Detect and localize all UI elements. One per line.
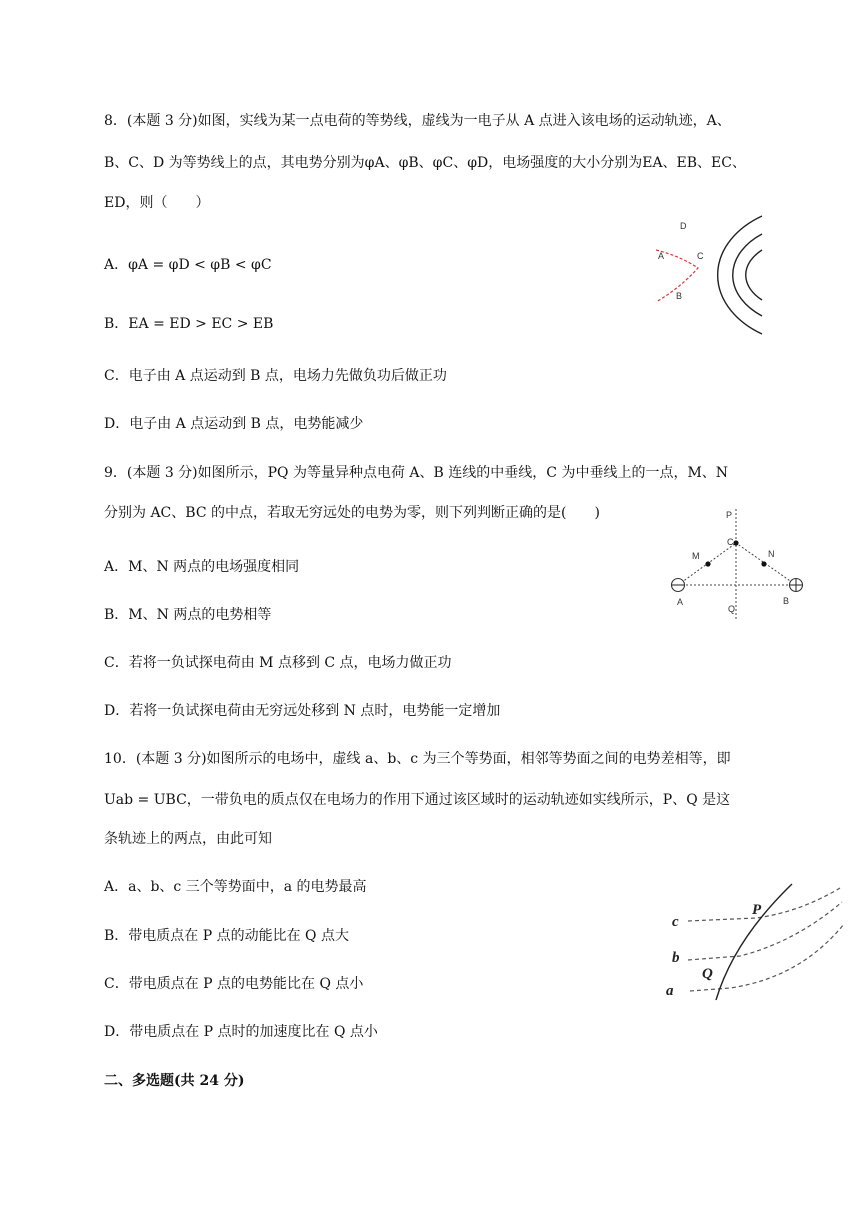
q10-stem-line-3 bbox=[104, 829, 272, 849]
q9-stem-line-1 bbox=[104, 463, 728, 483]
q10-fig-label-c: c bbox=[672, 914, 679, 930]
q8-fig-label-a: A bbox=[658, 251, 665, 261]
q9-option-a-text: A．M、N 两点的电场强度相同 bbox=[104, 559, 300, 575]
q10-option-c-text: C．带电质点在 P 点的电势能比在 Q 点小 bbox=[104, 976, 364, 992]
q8-figure-equipotential bbox=[640, 210, 770, 340]
q10-stem-text-2: Uab = UBC，一带负电的质点仅在电场力的作用下通过该区域时的运动轨迹如实线所示，P、Q 是这 bbox=[104, 792, 731, 808]
q9-fig-label-b: B bbox=[783, 596, 790, 606]
q9-option-b-text: B．M、N 两点的电势相等 bbox=[104, 607, 272, 623]
q8-stem-text: 8．(本题 3 分)如图，实线为某一点电荷的等势线，虚线为一电子从 A 点进入该电场的运动轨迹，A、 bbox=[104, 113, 731, 129]
q10-option-d-text: D．带电质点在 P 点时的加速度比在 Q 点小 bbox=[104, 1024, 378, 1040]
q10-stem-text-3: 条轨迹上的两点，由此可知 bbox=[104, 831, 272, 847]
q10-option-b-text: B．带电质点在 P 点的动能比在 Q 点大 bbox=[104, 928, 349, 944]
section-2-title: 二、多选题(共 24 分) bbox=[104, 1073, 245, 1089]
q9-fig-label-a: A bbox=[677, 597, 684, 607]
q10-stem-line-2 bbox=[104, 790, 730, 810]
q8-stem-text-3: ED，则（ ） bbox=[104, 195, 210, 211]
q10-stem-line-1 bbox=[104, 749, 731, 769]
q8-stem-line-1 bbox=[104, 111, 731, 131]
q8-option-d-text: D．电子由 A 点运动到 B 点，电势能减少 bbox=[104, 416, 364, 432]
q9-option-d[interactable] bbox=[104, 701, 500, 721]
q8-option-a-text: A．φA = φD < φB < φC bbox=[104, 257, 272, 273]
q8-stem-text-2: B、C、D 为等势线上的点，其电势分别为φA、φB、φC、φD，电场强度的大小分别为EA、EB、EC、 bbox=[104, 155, 746, 171]
q10-fig-label-q: Q bbox=[702, 966, 713, 982]
q10-option-d[interactable] bbox=[104, 1022, 378, 1042]
q8-stem-line-2 bbox=[104, 153, 746, 173]
q10-stem-text: 10．(本题 3 分)如图所示的电场中，虚线 a、b、c 为三个等势面，相邻等势面之间的电势差相等，即 bbox=[104, 751, 731, 767]
q10-figure-trajectory bbox=[660, 880, 845, 1004]
q8-fig-label-d: D bbox=[680, 221, 687, 231]
q10-fig-label-b: b bbox=[672, 950, 680, 966]
q9-fig-label-c: C bbox=[727, 537, 734, 547]
q10-option-a-text: A．a、b、c 三个等势面中，a 的电势最高 bbox=[104, 879, 367, 895]
q9-stem-text: 9．(本题 3 分)如图所示，PQ 为等量异种点电荷 A、B 连线的中垂线，C 为中垂线上的一点，M、N bbox=[104, 465, 729, 481]
q8-option-d[interactable] bbox=[104, 414, 363, 434]
q10-fig-label-a: a bbox=[666, 983, 674, 999]
q9-fig-label-q: Q bbox=[728, 604, 736, 614]
q9-fig-label-m: M bbox=[692, 551, 700, 561]
q9-option-d-text: D．若将一负试探电荷由无穷远处移到 N 点时，电势能一定增加 bbox=[104, 703, 501, 719]
section-2-heading bbox=[104, 1071, 244, 1091]
q9-option-c[interactable] bbox=[104, 653, 452, 673]
q9-stem-text-2: 分别为 AC、BC 的中点，若取无穷远处的电势为零，则下列判断正确的是( ) bbox=[104, 505, 600, 521]
q8-stem-line-3 bbox=[104, 193, 209, 213]
q9-option-a[interactable] bbox=[104, 557, 299, 577]
q10-option-a[interactable] bbox=[104, 877, 367, 897]
q8-fig-label-b: B bbox=[676, 291, 683, 301]
q9-option-b[interactable] bbox=[104, 605, 271, 625]
q8-option-b-text: B．EA = ED > EC > EB bbox=[104, 316, 274, 332]
q10-option-c[interactable] bbox=[104, 974, 363, 994]
q10-option-b[interactable] bbox=[104, 926, 349, 946]
q8-option-a[interactable] bbox=[104, 255, 272, 275]
q9-fig-label-p: P bbox=[726, 510, 733, 520]
q9-figure-charges bbox=[664, 505, 814, 623]
q8-option-b[interactable] bbox=[104, 314, 273, 334]
q8-option-c-text: C．电子由 A 点运动到 B 点，电场力先做负功后做正功 bbox=[104, 368, 447, 384]
q9-stem-line-2 bbox=[104, 503, 600, 523]
q8-option-c[interactable] bbox=[104, 366, 447, 386]
q9-fig-label-n: N bbox=[768, 549, 775, 559]
q9-option-c-text: C．若将一负试探电荷由 M 点移到 C 点，电场力做正功 bbox=[104, 655, 452, 671]
q8-fig-label-c: C bbox=[697, 251, 704, 261]
q10-fig-label-p: P bbox=[752, 902, 762, 918]
